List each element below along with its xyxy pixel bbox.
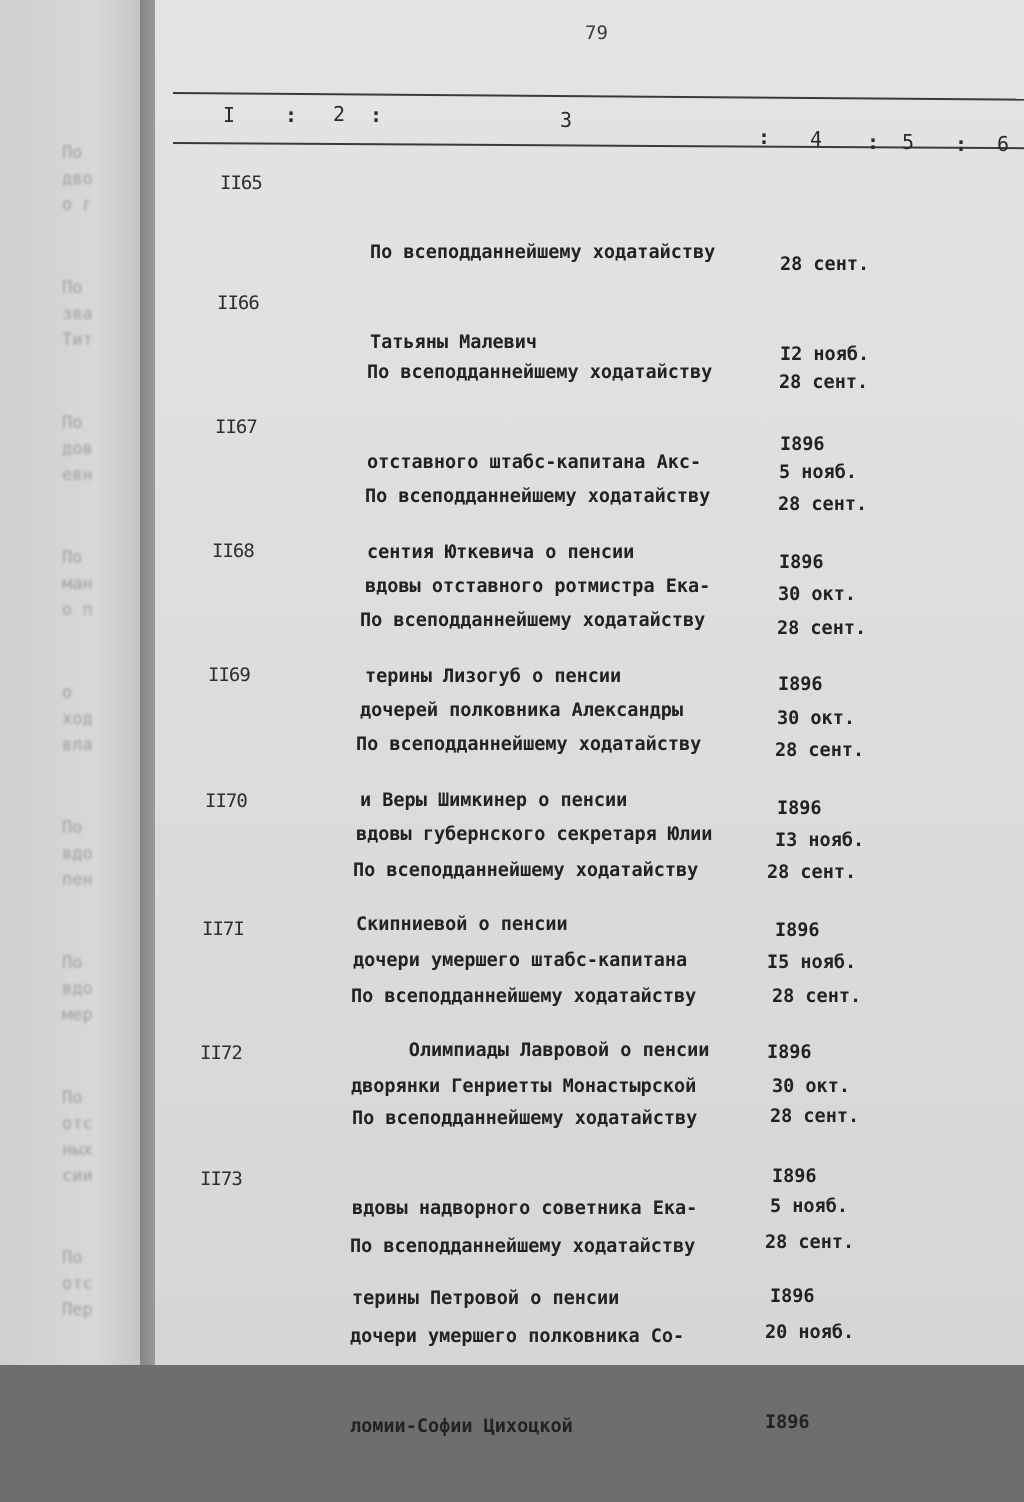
entry-description: По всеподданнейшему ходатайству вдовы губернского секретаря Юлии Скипниевой о пенсии bbox=[356, 734, 713, 935]
entry-number: II69 bbox=[208, 664, 250, 686]
document-page bbox=[155, 0, 1024, 1437]
entry-number: II7I bbox=[202, 918, 244, 940]
column-separator: : bbox=[285, 103, 298, 127]
column-header-1: I bbox=[223, 103, 236, 127]
header-rule-top bbox=[173, 92, 1024, 101]
entry-description: По всеподданнейшему ходатайству вдовы отставного ротмистра Ека- терины Лизогуб о пенсии bbox=[365, 486, 711, 687]
entry-number: II68 bbox=[212, 540, 254, 562]
page-number: 79 bbox=[585, 22, 608, 44]
entry-number: II70 bbox=[205, 790, 247, 812]
entry-date: 28 сент. 5 нояб. I896 bbox=[770, 1106, 860, 1307]
entry-number: II72 bbox=[200, 1042, 242, 1064]
entry-date: 28 сент. 30 окт. I896 bbox=[778, 494, 868, 695]
entry-date: 28 сент. 30 окт. I896 bbox=[772, 986, 862, 1187]
facing-page-ghost-text: о ход вла bbox=[62, 683, 93, 755]
entry-description: По всеподданнейшему ходатайству дворянки Генриетты Монастырской bbox=[351, 986, 697, 1097]
header-rule-bottom bbox=[173, 142, 1024, 149]
column-header-6: 6 bbox=[997, 132, 1010, 156]
entry-date: 28 сент. I5 нояб. I896 bbox=[767, 862, 857, 1063]
column-header-4: 4 bbox=[810, 127, 823, 151]
column-separator: : bbox=[867, 130, 880, 154]
entry-description: По всеподданнейшему ходатайству Татьяны Малевич bbox=[370, 242, 716, 353]
facing-page-ghost-text: По вдо мер bbox=[62, 953, 93, 1025]
column-separator: : bbox=[955, 132, 968, 156]
entry-description: По всеподданнейшему ходатайству дочери умершего полковника Со- ломии-Софии Цихоцкой bbox=[350, 1236, 696, 1437]
entry-date: 28 сент. I2 нояб. I896 bbox=[780, 254, 870, 455]
facing-page-ghost-text: По отс Пер bbox=[62, 1248, 93, 1320]
entry-date: 28 сент. 20 нояб. I896 bbox=[765, 1232, 855, 1433]
entry-date: 28 сент. I3 нояб. I896 bbox=[775, 740, 865, 941]
entry-description: По всеподданнейшему ходатайству дочерей полковника Александры и Веры Шимкинер о пенсии bbox=[360, 610, 706, 811]
entry-number: II73 bbox=[200, 1168, 242, 1190]
facing-page bbox=[0, 0, 160, 1365]
column-header-5: 5 bbox=[902, 130, 915, 154]
column-header-2: 2 bbox=[333, 102, 346, 126]
entry-description: По всеподданнейшему ходатайству дочери умершего штабс-капитана Олимпиады Лавровой о пенсии bbox=[353, 860, 710, 1061]
entry-number: II67 bbox=[215, 416, 257, 438]
entry-number: II66 bbox=[217, 292, 259, 314]
entry-number: II65 bbox=[220, 172, 262, 194]
facing-page-ghost-text: По отс ных сии bbox=[62, 1088, 93, 1186]
facing-page-ghost-text: По вдо пен bbox=[62, 818, 93, 890]
entry-description: По всеподданнейшему ходатайству отставного штабс-капитана Акс- сентия Юткевича о пенсии bbox=[367, 362, 713, 563]
entry-date: 28 сент. 30 окт. I896 bbox=[777, 618, 867, 819]
facing-page-ghost-text: По ман о п bbox=[62, 548, 93, 620]
column-separator: : bbox=[758, 125, 771, 149]
facing-page-ghost-text: По зва Тит bbox=[62, 278, 93, 350]
column-separator: : bbox=[370, 103, 383, 127]
facing-page-ghost-text: По дво о г bbox=[62, 143, 93, 215]
entry-description: По всеподданнейшему ходатайству вдовы надворного советника Ека- терины Петровой о пенсии bbox=[352, 1108, 698, 1309]
entry-date: 28 сент. 5 нояб. I896 bbox=[779, 372, 869, 573]
facing-page-ghost-text: По дов евн bbox=[62, 413, 93, 485]
column-header-3: 3 bbox=[560, 108, 573, 132]
